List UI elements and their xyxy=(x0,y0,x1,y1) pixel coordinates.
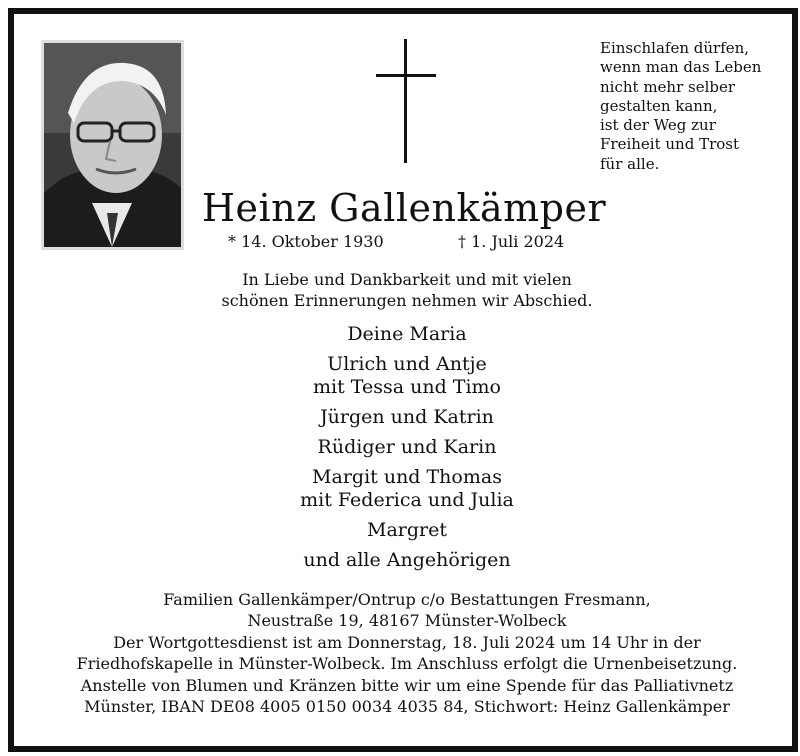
service-line: Der Wortgottesdienst ist am Donnerstag, 18. Juli 2024 um 14 Uhr in der xyxy=(113,633,701,652)
mourner-entry xyxy=(14,436,800,459)
mourner-entry xyxy=(14,466,800,512)
poem-line: wenn man das Leben xyxy=(600,58,762,77)
cross-icon xyxy=(376,39,436,163)
donation-line: Münster, IBAN DE08 4005 0150 0034 4035 84, Stichwort: Heinz Gallenkämper xyxy=(84,696,730,716)
deceased-name: Heinz Gallenkämper xyxy=(201,186,607,230)
mourner-line: mit Federica und Julia xyxy=(300,489,514,511)
mourner-entry xyxy=(14,323,800,346)
portrait-photo xyxy=(41,40,184,250)
donation-info xyxy=(14,676,800,717)
farewell-line: In Liebe und Dankbarkeit und mit vielen xyxy=(242,270,572,289)
birth-date: * 14. Oktober 1930 xyxy=(228,232,384,251)
poem-line: für alle. xyxy=(600,154,660,173)
notice-footer xyxy=(14,590,800,719)
death-date: † 1. Juli 2024 xyxy=(458,232,565,251)
contact-address xyxy=(14,590,800,631)
service-info xyxy=(14,633,800,674)
address-line: Neustraße 19, 48167 Münster-Wolbeck xyxy=(247,610,567,630)
farewell-text xyxy=(14,269,800,311)
poem-line: gestalten kann, xyxy=(600,96,718,115)
service-line: Friedhofskapelle in Münster-Wolbeck. Im Anschluss erfolgt die Urnenbeisetzung. xyxy=(76,653,738,673)
mourner-line: Jürgen und Katrin xyxy=(320,406,494,428)
poem xyxy=(600,39,790,174)
poem-line: Freiheit und Trost xyxy=(600,135,740,154)
poem-line: nicht mehr selber xyxy=(600,77,736,96)
mourner-line: Margit und Thomas xyxy=(312,466,502,488)
poem-line: ist der Weg zur xyxy=(600,116,716,135)
address-line: Familien Gallenkämper/Ontrup c/o Bestattungen Fresmann, xyxy=(163,590,651,609)
donation-line: Anstelle von Blumen und Kränzen bitte wir um eine Spende für das Palliativnetz xyxy=(80,676,734,695)
mourner-line: und alle Angehörigen xyxy=(303,549,511,571)
mourner-line: Margret xyxy=(367,519,447,541)
farewell-line: schönen Erinnerungen nehmen wir Abschied. xyxy=(221,291,593,310)
mourner-line: Ulrich und Antje xyxy=(327,353,487,375)
mourner-line: mit Tessa und Timo xyxy=(313,376,501,398)
poem-line: Einschlafen dürfen, xyxy=(600,39,750,57)
mourner-entry xyxy=(14,549,800,572)
mourners-list xyxy=(14,323,800,579)
mourner-entry xyxy=(14,519,800,542)
obituary-frame xyxy=(8,8,798,752)
mourner-line: Rüdiger und Karin xyxy=(317,436,497,458)
mourner-entry xyxy=(14,353,800,399)
mourner-entry xyxy=(14,406,800,429)
mourner-line: Deine Maria xyxy=(347,323,467,345)
